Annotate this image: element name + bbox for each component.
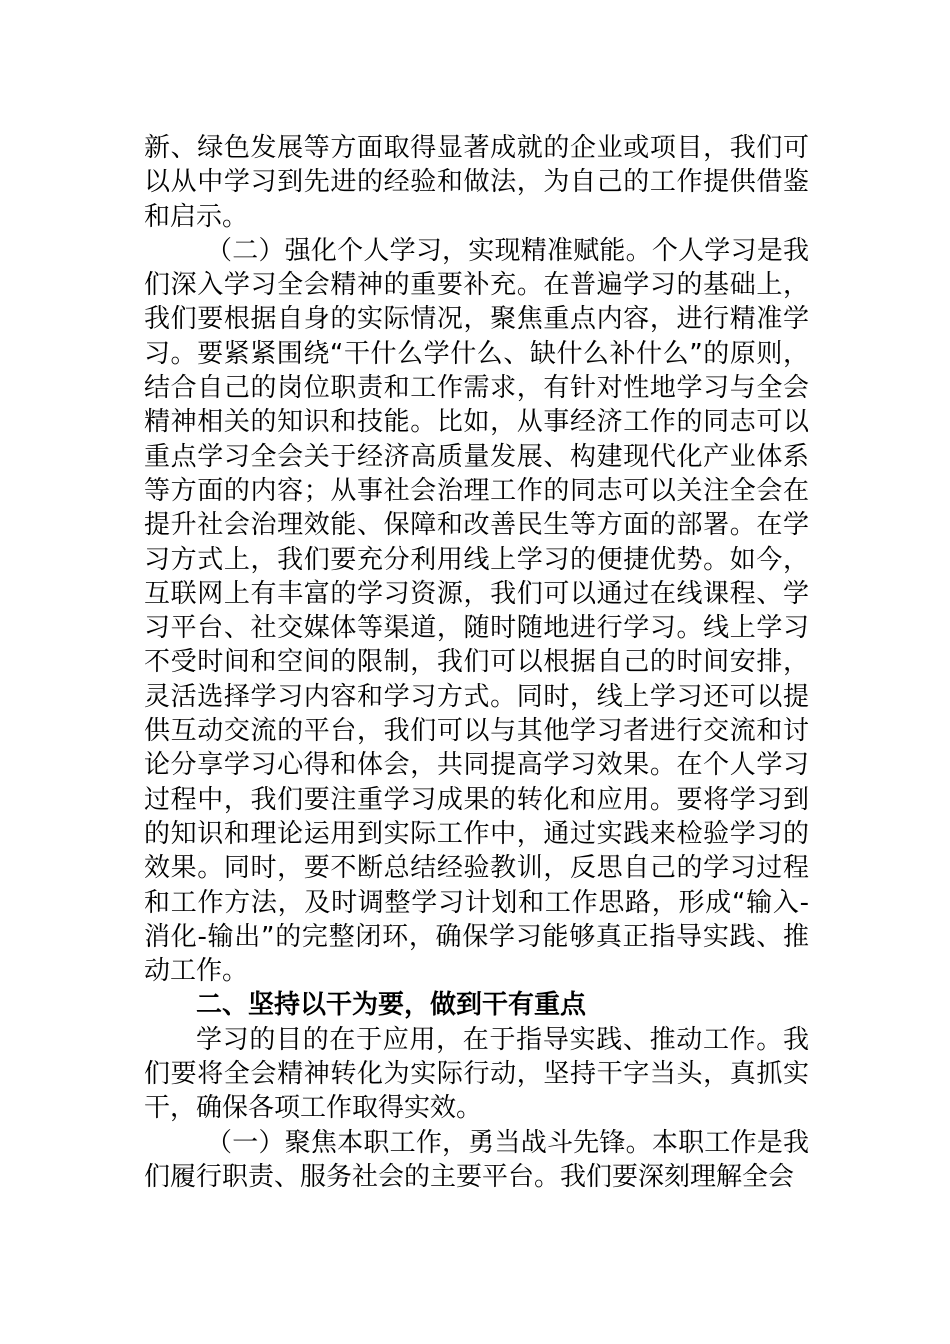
paragraph-continuation: 新、绿色发展等方面取得显著成就的企业或项目，我们可以从中学习到先进的经验和做法，为自己的工作提供借鉴和启示。 (144, 133, 809, 232)
paragraph-intro: 学习的目的在于应用，在于指导实践、推动工作。我们要将全会精神转化为实际行动，坚持干字当头，真抓实干，确保各项工作取得实效。 (144, 1024, 809, 1124)
paragraph-section-1: （一）聚焦本职工作，勇当战斗先锋。本职工作是我们履行职责、服务社会的主要平台。我们要深刻理解全会 (144, 1127, 809, 1192)
section-heading: 二、坚持以干为要，做到干有重点 (196, 990, 587, 1021)
document-body (144, 131, 809, 1194)
paragraph-section-2: （二）强化个人学习，实现精准赋能。个人学习是我们深入学习全会精神的重要补充。在普遍学习的基础上，我们要根据自身的实际情况，聚焦重点内容，进行精准学习。要紧紧围绕“干什么学什么、缺什么补什么”的原则，结合自己的岗位职责和工作需求，有针对性地学习与全会精神相关的知识和技能。比如，从事经济工作的同志可以重点学习全会关于经济高质量发展、构建现代化产业体系等方面的内容；从事社会治理工作的同志可以关注全会在提升社会治理效能、保障和改善民生等方面的部署。在学习方式上，我们要充分利用线上学习的便捷优势。如今，互联网上有丰富的学习资源，我们可以通过在线课程、学习平台、社交媒体等渠道，随时随地进行学习。线上学习不受时间和空间的限制，我们可以根据自己的时间安排，灵活选择学习内容和学习方式。同时，线上学习还可以提供互动交流的平台，我们可以与其他学习者进行交流和讨论分享学习心得和体会，共同提高学习效果。在个人学习过程中，我们要注重学习成果的转化和应用。要将学习到的知识和理论运用到实际工作中，通过实践来检验学习的效果。同时，要不断总结经验教训，反思自己的学习过程和工作方法，及时调整学习计划和工作思路，形成“输入-消化-输出”的完整闭环，确保学习能够真正指导实践、推动工作。 (144, 235, 809, 987)
